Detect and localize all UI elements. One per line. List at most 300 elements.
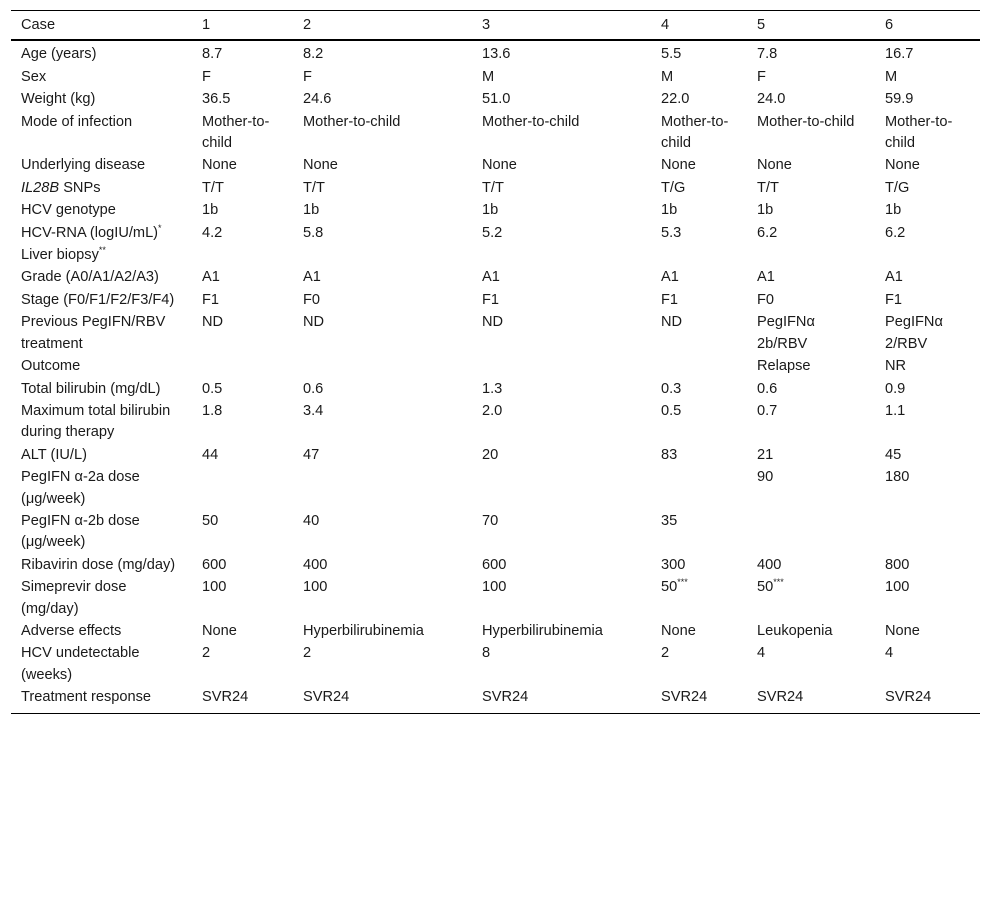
cell-value: Mother-to-child bbox=[202, 113, 270, 152]
table-cell bbox=[651, 511, 747, 555]
cell-value: F1 bbox=[661, 291, 679, 308]
cell-value: 5.2 bbox=[482, 224, 503, 241]
row-label bbox=[11, 401, 192, 445]
cell-value: F0 bbox=[303, 291, 321, 308]
table-cell bbox=[472, 200, 651, 222]
table-cell bbox=[747, 467, 875, 511]
cell-value: 1b bbox=[482, 202, 499, 219]
cell-value: None bbox=[303, 157, 338, 174]
cell-value: Mother-to-child bbox=[482, 113, 580, 130]
cell-value: T/T bbox=[303, 179, 325, 196]
table-cell bbox=[875, 687, 980, 713]
row-label bbox=[11, 379, 192, 401]
table-cell bbox=[192, 40, 293, 66]
table-cell bbox=[651, 67, 747, 89]
cell-value: 16.7 bbox=[885, 46, 914, 63]
cell-value: Hyperbilirubinemia bbox=[482, 622, 603, 639]
table-row bbox=[11, 687, 980, 713]
table-cell bbox=[293, 200, 472, 222]
table-cell bbox=[293, 356, 472, 378]
table-cell bbox=[192, 445, 293, 467]
table-cell bbox=[472, 40, 651, 66]
table-cell bbox=[875, 467, 980, 511]
header-case-4: 4 bbox=[661, 17, 670, 33]
cell-value: 0.9 bbox=[885, 380, 906, 397]
table-cell bbox=[875, 112, 980, 156]
cell-value: 50 bbox=[757, 579, 774, 596]
header-case-5: 5 bbox=[757, 17, 766, 33]
table-row bbox=[11, 643, 980, 687]
table-cell bbox=[192, 621, 293, 643]
cell-value: 22.0 bbox=[661, 91, 690, 108]
table-cell bbox=[472, 267, 651, 289]
table-body bbox=[11, 40, 980, 713]
row-label bbox=[11, 267, 192, 289]
table-cell bbox=[192, 223, 293, 245]
table-cell bbox=[293, 178, 472, 200]
table-row bbox=[11, 290, 980, 312]
table-cell bbox=[472, 555, 651, 577]
table-cell bbox=[875, 312, 980, 356]
table-cell bbox=[192, 267, 293, 289]
table-row bbox=[11, 621, 980, 643]
cell-value: SVR24 bbox=[202, 689, 249, 706]
footnote-marker: *** bbox=[773, 577, 784, 588]
table-row bbox=[11, 401, 980, 445]
table-cell bbox=[192, 290, 293, 312]
table-cell bbox=[293, 40, 472, 66]
cell-value: 21 bbox=[757, 446, 774, 463]
table-cell bbox=[192, 312, 293, 356]
cell-value: F bbox=[202, 68, 211, 85]
cell-value: A1 bbox=[885, 269, 903, 286]
cell-value: 600 bbox=[482, 556, 507, 573]
table-cell bbox=[293, 401, 472, 445]
row-label bbox=[11, 555, 192, 577]
table-cell bbox=[192, 112, 293, 156]
cell-value: SVR24 bbox=[757, 689, 804, 706]
cell-value: 24.0 bbox=[757, 91, 786, 108]
cell-value: A1 bbox=[661, 269, 679, 286]
table-cell bbox=[875, 555, 980, 577]
cell-value: 2 bbox=[303, 645, 312, 662]
row-label-text: Treatment response bbox=[21, 689, 152, 706]
cell-value: PegIFNα 2b/RBV bbox=[757, 314, 815, 352]
table-cell bbox=[747, 379, 875, 401]
table-cell bbox=[293, 67, 472, 89]
cell-value: 4 bbox=[885, 645, 894, 662]
table-cell bbox=[747, 200, 875, 222]
row-label bbox=[11, 155, 192, 177]
cell-value: 59.9 bbox=[885, 91, 914, 108]
table-row bbox=[11, 40, 980, 66]
cell-value: PegIFNα 2/RBV bbox=[885, 314, 943, 352]
row-label bbox=[11, 687, 192, 713]
cell-value: Hyperbilirubinemia bbox=[303, 622, 424, 639]
cell-value: A1 bbox=[482, 269, 500, 286]
table-cell bbox=[472, 155, 651, 177]
cell-value: 1b bbox=[661, 202, 678, 219]
table-cell bbox=[875, 356, 980, 378]
table-cell bbox=[747, 267, 875, 289]
table-cell bbox=[875, 621, 980, 643]
cell-value: 8 bbox=[482, 645, 491, 662]
row-label-text: Adverse effects bbox=[21, 622, 122, 639]
table-cell bbox=[747, 401, 875, 445]
table-cell bbox=[875, 643, 980, 687]
cell-value: SVR24 bbox=[885, 689, 932, 706]
row-label bbox=[11, 89, 192, 111]
cell-value: 8.7 bbox=[202, 46, 223, 63]
row-label-text: Age (years) bbox=[21, 46, 97, 63]
cell-value: None bbox=[482, 157, 517, 174]
header-case-2: 2 bbox=[303, 17, 312, 33]
table-row bbox=[11, 577, 980, 621]
cell-value: 0.6 bbox=[757, 380, 778, 397]
table-cell bbox=[192, 555, 293, 577]
cell-value: 47 bbox=[303, 446, 320, 463]
table-cell bbox=[747, 312, 875, 356]
cell-value: F1 bbox=[885, 291, 903, 308]
cell-value: 300 bbox=[661, 556, 686, 573]
table-cell bbox=[293, 267, 472, 289]
table-cell bbox=[472, 445, 651, 467]
table-cell bbox=[747, 577, 875, 621]
cell-value: 13.6 bbox=[482, 46, 511, 63]
cell-value: None bbox=[202, 622, 237, 639]
cell-value: M bbox=[885, 68, 898, 85]
cell-value: Mother-to-child bbox=[757, 113, 855, 130]
cell-value: T/G bbox=[885, 179, 910, 196]
table-cell bbox=[747, 445, 875, 467]
row-label bbox=[11, 467, 192, 511]
cell-value: None bbox=[202, 157, 237, 174]
table-cell bbox=[651, 356, 747, 378]
table-cell bbox=[472, 379, 651, 401]
table-cell bbox=[293, 643, 472, 687]
cell-value: 3.4 bbox=[303, 402, 324, 419]
cell-value: 8.2 bbox=[303, 46, 324, 63]
cell-value: 1b bbox=[885, 202, 902, 219]
table-row bbox=[11, 467, 980, 511]
footnote-marker: * bbox=[158, 222, 162, 233]
cell-value: A1 bbox=[202, 269, 220, 286]
table-cell bbox=[875, 577, 980, 621]
cell-value: 90 bbox=[757, 469, 774, 486]
table-cell bbox=[472, 467, 651, 511]
row-label bbox=[11, 245, 192, 267]
table-row bbox=[11, 223, 980, 245]
table-cell bbox=[651, 178, 747, 200]
cell-value: None bbox=[661, 157, 696, 174]
table-cell bbox=[192, 178, 293, 200]
table-cell bbox=[875, 178, 980, 200]
cell-value: F1 bbox=[202, 291, 220, 308]
row-label-suffix: SNPs bbox=[59, 179, 101, 196]
table-cell bbox=[472, 643, 651, 687]
cell-value: 70 bbox=[482, 512, 499, 529]
header-row bbox=[11, 11, 980, 41]
cell-value: A1 bbox=[757, 269, 775, 286]
table-cell bbox=[651, 290, 747, 312]
table-header bbox=[11, 11, 980, 41]
table-container bbox=[11, 10, 980, 714]
table-cell bbox=[651, 312, 747, 356]
table-cell bbox=[293, 687, 472, 713]
table-cell bbox=[651, 577, 747, 621]
row-label bbox=[11, 356, 192, 378]
row-label-text: Maximum total bilirubin during therapy bbox=[21, 402, 171, 441]
row-label bbox=[11, 67, 192, 89]
cell-value: 36.5 bbox=[202, 91, 231, 108]
cell-value: 50 bbox=[661, 579, 678, 596]
row-label-text: Weight (kg) bbox=[21, 91, 96, 108]
cell-value: Relapse bbox=[757, 358, 811, 375]
row-label-text: Grade (A0/A1/A2/A3) bbox=[21, 269, 159, 286]
row-label bbox=[11, 290, 192, 312]
row-label bbox=[11, 223, 192, 245]
cell-value: SVR24 bbox=[661, 689, 708, 706]
table-cell bbox=[293, 245, 472, 267]
cell-value: 0.7 bbox=[757, 402, 778, 419]
table-row bbox=[11, 112, 980, 156]
cell-value: 100 bbox=[885, 579, 910, 596]
table-cell bbox=[875, 40, 980, 66]
table-cell bbox=[875, 67, 980, 89]
cell-value: ND bbox=[661, 314, 683, 331]
table-cell bbox=[651, 267, 747, 289]
row-label bbox=[11, 312, 192, 356]
table-cell bbox=[651, 687, 747, 713]
table-cell bbox=[651, 200, 747, 222]
table-cell bbox=[472, 245, 651, 267]
table-cell bbox=[651, 401, 747, 445]
cell-value: 40 bbox=[303, 512, 320, 529]
table-cell bbox=[747, 245, 875, 267]
cell-value: 35 bbox=[661, 512, 678, 529]
patient-characteristics-table bbox=[11, 10, 980, 714]
cell-value: 6.2 bbox=[885, 224, 906, 241]
table-cell bbox=[875, 290, 980, 312]
table-cell bbox=[875, 401, 980, 445]
table-cell bbox=[651, 555, 747, 577]
cell-value: None bbox=[885, 157, 920, 174]
cell-value: None bbox=[885, 622, 920, 639]
cell-value: 5.5 bbox=[661, 46, 682, 63]
table-cell bbox=[472, 67, 651, 89]
footnote-marker: *** bbox=[677, 577, 688, 588]
table-cell bbox=[747, 555, 875, 577]
row-label bbox=[11, 621, 192, 643]
header-case-6: 6 bbox=[885, 17, 894, 33]
table-cell bbox=[293, 555, 472, 577]
cell-value: 5.8 bbox=[303, 224, 324, 241]
cell-value: 20 bbox=[482, 446, 499, 463]
table-cell bbox=[192, 200, 293, 222]
table-cell bbox=[651, 245, 747, 267]
table-cell bbox=[875, 511, 980, 555]
table-cell bbox=[472, 178, 651, 200]
cell-value: 4.2 bbox=[202, 224, 223, 241]
row-label-text: Underlying disease bbox=[21, 157, 146, 174]
row-label-text: ALT (IU/L) bbox=[21, 446, 87, 463]
table-cell bbox=[875, 155, 980, 177]
table-cell bbox=[293, 312, 472, 356]
row-label bbox=[11, 577, 192, 621]
table-cell bbox=[472, 112, 651, 156]
table-cell bbox=[875, 200, 980, 222]
table-cell bbox=[293, 577, 472, 621]
table-cell bbox=[293, 290, 472, 312]
table-row bbox=[11, 267, 980, 289]
cell-value: 400 bbox=[757, 556, 782, 573]
row-label-text: HCV genotype bbox=[21, 202, 116, 219]
table-row bbox=[11, 67, 980, 89]
table-cell bbox=[747, 356, 875, 378]
cell-value: Leukopenia bbox=[757, 622, 833, 639]
cell-value: SVR24 bbox=[482, 689, 529, 706]
cell-value: A1 bbox=[303, 269, 321, 286]
cell-value: 7.8 bbox=[757, 46, 778, 63]
table-cell bbox=[747, 621, 875, 643]
cell-value: ND bbox=[303, 314, 325, 331]
cell-value: Mother-to-child bbox=[303, 113, 401, 130]
table-row bbox=[11, 356, 980, 378]
header-case-3: 3 bbox=[482, 17, 491, 33]
table-cell bbox=[192, 67, 293, 89]
cell-value: 83 bbox=[661, 446, 678, 463]
row-label bbox=[11, 511, 192, 555]
table-cell bbox=[472, 89, 651, 111]
cell-value: F0 bbox=[757, 291, 775, 308]
table-cell bbox=[192, 687, 293, 713]
table-row bbox=[11, 89, 980, 111]
cell-value: 2 bbox=[661, 645, 670, 662]
cell-value: 0.3 bbox=[661, 380, 682, 397]
cell-value: Mother-to-child bbox=[885, 113, 953, 152]
row-label bbox=[11, 643, 192, 687]
table-cell bbox=[747, 40, 875, 66]
row-label-text: Simeprevir dose (mg/day) bbox=[21, 579, 127, 617]
cell-value: 800 bbox=[885, 556, 910, 573]
table-cell bbox=[747, 112, 875, 156]
cell-value: 1b bbox=[757, 202, 774, 219]
table-cell bbox=[747, 687, 875, 713]
table-cell bbox=[472, 511, 651, 555]
table-cell bbox=[651, 379, 747, 401]
cell-value: 400 bbox=[303, 556, 328, 573]
table-cell bbox=[192, 401, 293, 445]
table-cell bbox=[651, 445, 747, 467]
row-label-text: PegIFN α-2a dose (μg/week) bbox=[21, 469, 140, 507]
table-cell bbox=[651, 155, 747, 177]
row-label-text: HCV-RNA (logIU/mL) bbox=[21, 224, 159, 241]
cell-value: 5.3 bbox=[661, 224, 682, 241]
cell-value: 600 bbox=[202, 556, 227, 573]
table-cell bbox=[651, 40, 747, 66]
footnote-marker: ** bbox=[98, 245, 106, 256]
cell-value: SVR24 bbox=[303, 689, 350, 706]
cell-value: 1.3 bbox=[482, 380, 503, 397]
table-cell bbox=[875, 89, 980, 111]
table-row bbox=[11, 379, 980, 401]
table-cell bbox=[192, 577, 293, 621]
cell-value: T/T bbox=[482, 179, 504, 196]
table-cell bbox=[293, 621, 472, 643]
cell-value: 6.2 bbox=[757, 224, 778, 241]
row-label bbox=[11, 200, 192, 222]
cell-value: M bbox=[661, 68, 674, 85]
table-row bbox=[11, 445, 980, 467]
table-cell bbox=[472, 312, 651, 356]
cell-value: None bbox=[757, 157, 792, 174]
table-cell bbox=[293, 223, 472, 245]
table-cell bbox=[192, 89, 293, 111]
table-cell bbox=[192, 356, 293, 378]
table-cell bbox=[651, 223, 747, 245]
cell-value: 180 bbox=[885, 469, 910, 486]
table-cell bbox=[747, 178, 875, 200]
cell-value: 1b bbox=[303, 202, 320, 219]
table-cell bbox=[472, 401, 651, 445]
table-cell bbox=[875, 379, 980, 401]
table-cell bbox=[651, 89, 747, 111]
table-cell bbox=[875, 267, 980, 289]
cell-value: ND bbox=[202, 314, 224, 331]
cell-value: 0.6 bbox=[303, 380, 324, 397]
row-label-text: Sex bbox=[21, 68, 47, 85]
row-label bbox=[11, 445, 192, 467]
table-cell bbox=[472, 577, 651, 621]
cell-value: 2.0 bbox=[482, 402, 503, 419]
table-cell bbox=[651, 643, 747, 687]
table-cell bbox=[747, 223, 875, 245]
row-label-text: Ribavirin dose (mg/day) bbox=[21, 556, 176, 573]
table-cell bbox=[293, 445, 472, 467]
cell-value: F bbox=[303, 68, 312, 85]
table-cell bbox=[293, 155, 472, 177]
table-cell bbox=[293, 379, 472, 401]
cell-value: NR bbox=[885, 358, 907, 375]
cell-value: 24.6 bbox=[303, 91, 332, 108]
row-label-text: Outcome bbox=[21, 358, 81, 375]
cell-value: 1b bbox=[202, 202, 219, 219]
cell-value: 100 bbox=[303, 579, 328, 596]
table-cell bbox=[747, 511, 875, 555]
table-row bbox=[11, 511, 980, 555]
table-cell bbox=[192, 511, 293, 555]
cell-value: T/T bbox=[757, 179, 779, 196]
table-cell bbox=[651, 467, 747, 511]
cell-value: Mother-to-child bbox=[661, 113, 729, 152]
table-row bbox=[11, 178, 980, 200]
table-cell bbox=[747, 89, 875, 111]
table-row bbox=[11, 200, 980, 222]
cell-value: None bbox=[661, 622, 696, 639]
table-cell bbox=[651, 621, 747, 643]
table-cell bbox=[472, 687, 651, 713]
cell-value: 44 bbox=[202, 446, 219, 463]
table-cell bbox=[192, 467, 293, 511]
row-label bbox=[11, 112, 192, 156]
cell-value: 1.1 bbox=[885, 402, 906, 419]
table-row bbox=[11, 245, 980, 267]
table-cell bbox=[192, 643, 293, 687]
header-case-1: 1 bbox=[202, 17, 211, 33]
cell-value: ND bbox=[482, 314, 504, 331]
row-label-text: Mode of infection bbox=[21, 113, 133, 130]
cell-value: 50 bbox=[202, 512, 219, 529]
